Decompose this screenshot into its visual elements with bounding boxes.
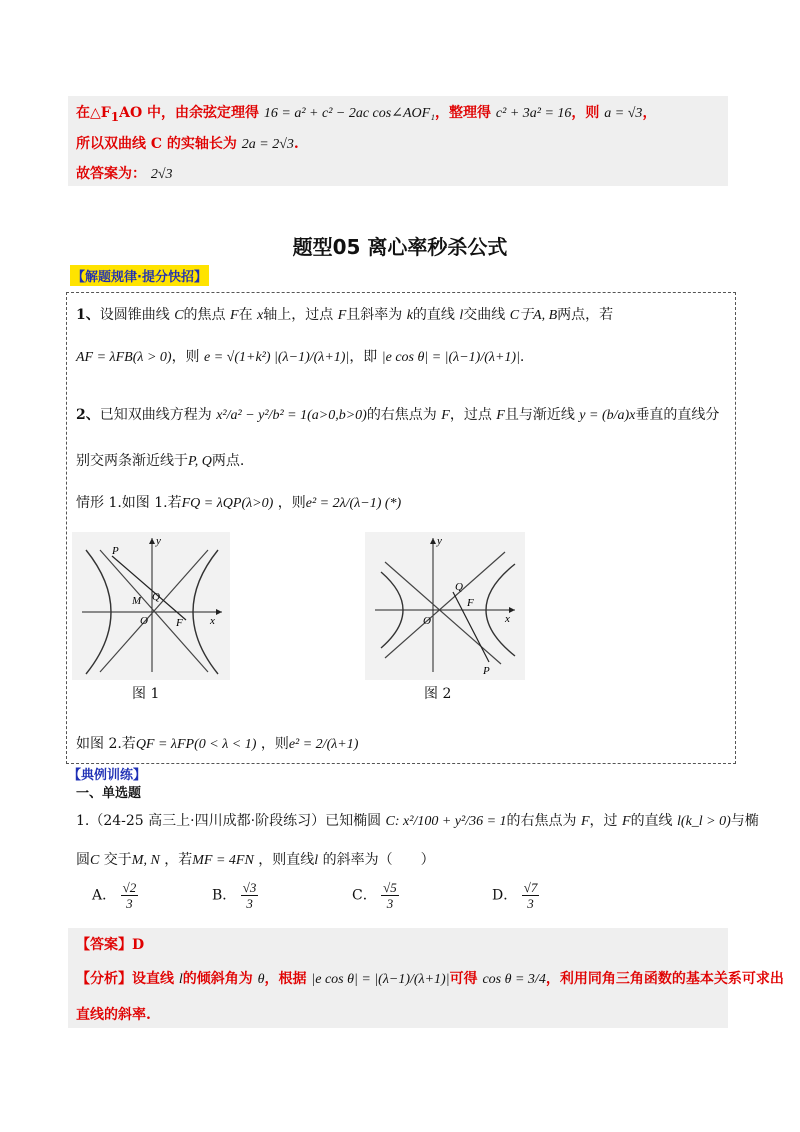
solution-line-2: 所以双曲线 C 的实轴长为 2a = 2√3.: [76, 136, 299, 152]
analysis-formula-2: cos θ = 3/4: [482, 972, 546, 987]
analysis-formula-1: |e cos θ| = |(λ−1)/(λ+1)|: [311, 972, 450, 987]
single-choice-label: 一、单选题: [76, 786, 142, 801]
x-axis-arrow: [509, 607, 515, 613]
figure-1-caption: 图 1: [132, 686, 160, 702]
analysis-line-2: 直线的斜率.: [76, 1007, 151, 1023]
answer-formula: 2√3: [150, 167, 173, 182]
label-F: F: [176, 617, 183, 629]
asymptote-formula: y = (b/a)x: [579, 408, 636, 423]
figure-1: [72, 532, 230, 680]
case1-formula: e² = 2λ/(λ−1) (*): [305, 496, 402, 511]
line-l-condition: l(k_l > 0): [677, 814, 731, 829]
figure-2-caption: 图 2: [424, 686, 452, 702]
question-line-1: 1.（24-25 高三上·四川成都·阶段练习）已知椭圆 C: x²/100 + y²/36 = 1的右焦点为 F，过 F的直线 l(k_l > 0)与椭: [76, 813, 759, 829]
real-axis-formula: 2a = 2√3: [241, 137, 294, 152]
answer-line: 【答案】D: [76, 937, 145, 953]
label-O: O: [140, 615, 148, 627]
case1-condition: FQ = λQP(λ>0): [181, 496, 274, 511]
label-y: y: [156, 535, 161, 547]
option-a[interactable]: A． $\frac{√2}{3}$: [92, 880, 137, 911]
label-P: P: [112, 545, 119, 557]
solution-line-1: 在$\triangle F_1AO$ 中，由余弦定理得 16 = a² + c² − 2ac cos∠AOF₁，整理得 c² + 3a² = 16，则 a = √3，: [76, 105, 657, 124]
y-axis-arrow: [430, 538, 436, 544]
case2-condition: QF = λFP(0 < λ < 1): [135, 737, 257, 752]
ecos-formula: |e cos θ| = |(λ−1)/(λ+1)|: [381, 350, 520, 365]
example-label: 【典例训练】: [68, 768, 147, 783]
label-Q: Q: [152, 591, 160, 603]
option-d[interactable]: D． $\frac{√7}{3}$: [492, 880, 538, 911]
figure-2: [365, 532, 525, 680]
figure-1-svg: [72, 532, 230, 680]
tip-p2-line1: 2、已知双曲线方程为 x²/a² − y²/b² = 1(a>0,b>0)的右焦点为 F，过点 F且与渐近线 y = (b/a)x垂直的直线分: [76, 407, 720, 423]
tip-p1-line1: 1、设圆锥曲线 C的焦点 F在 x轴上，过点 F且斜率为 k的直线 l交曲线 C于A, B两点，若: [76, 307, 614, 323]
tip-label: 【解题规律·提分快招】: [70, 265, 209, 286]
option-b[interactable]: B． $\frac{√3}{3}$: [212, 880, 257, 911]
label-x: x: [505, 613, 510, 625]
solution-line-3: 故答案为： 2√3: [76, 166, 173, 182]
figure-2-svg: [365, 532, 525, 680]
label-P: P: [483, 665, 490, 677]
eccentricity-formula: e = √(1+k²) |(λ−1)/(λ+1)|: [204, 350, 350, 365]
label-M: M: [132, 595, 142, 607]
a-value-formula: a = √3: [604, 106, 643, 121]
ellipse-equation: C: x²/100 + y²/36 = 1: [385, 814, 507, 829]
label-F: F: [467, 597, 474, 609]
case2-formula: e² = 2/(λ+1): [288, 737, 359, 752]
label-y: y: [437, 535, 442, 547]
x-axis-arrow: [216, 609, 222, 615]
y-axis-arrow: [149, 538, 155, 544]
case1-line: 情形 1.如图 1.若FQ = λQP(λ>0) ，则e² = 2λ/(λ−1) (*): [76, 495, 402, 511]
cosine-law-formula: 16 = a² + c² − 2ac cos∠AOF₁: [263, 106, 436, 121]
option-c[interactable]: C． $\frac{√5}{3}$: [352, 880, 397, 911]
question-line-2: 圆C 交于M, N ，若MF = 4FN ，则直线l 的斜率为（ ）: [76, 852, 435, 868]
vector-relation: MF = 4FN: [192, 853, 254, 868]
label-x: x: [210, 615, 215, 627]
simplified-formula: c² + 3a² = 16: [495, 106, 572, 121]
tip-p1-line2: AF = λFB(λ > 0)，则 e = √(1+k²) |(λ−1)/(λ+1)|，即 |e cos θ| = |(λ−1)/(λ+1)|.: [76, 349, 525, 365]
section-title: 题型05 离心率秒杀公式: [292, 235, 508, 259]
label-Q: Q: [455, 581, 463, 593]
tip-p2-line2: 别交两条渐近线于P, Q两点.: [76, 453, 245, 469]
analysis-line-1: 【分析】设直线 l的倾斜角为 θ，根据 |e cos θ| = |(λ−1)/(λ+1)|可得 cos θ = 3/4，利用同角三角函数的基本关系可求出: [76, 971, 784, 987]
vector-condition: AF = λFB(λ > 0): [76, 350, 172, 365]
case2-line: 如图 2.若QF = λFP(0 < λ < 1) ，则e² = 2/(λ+1): [76, 736, 359, 752]
label-O: O: [423, 615, 431, 627]
hyperbola-equation: x²/a² − y²/b² = 1(a>0,b>0): [216, 408, 367, 423]
